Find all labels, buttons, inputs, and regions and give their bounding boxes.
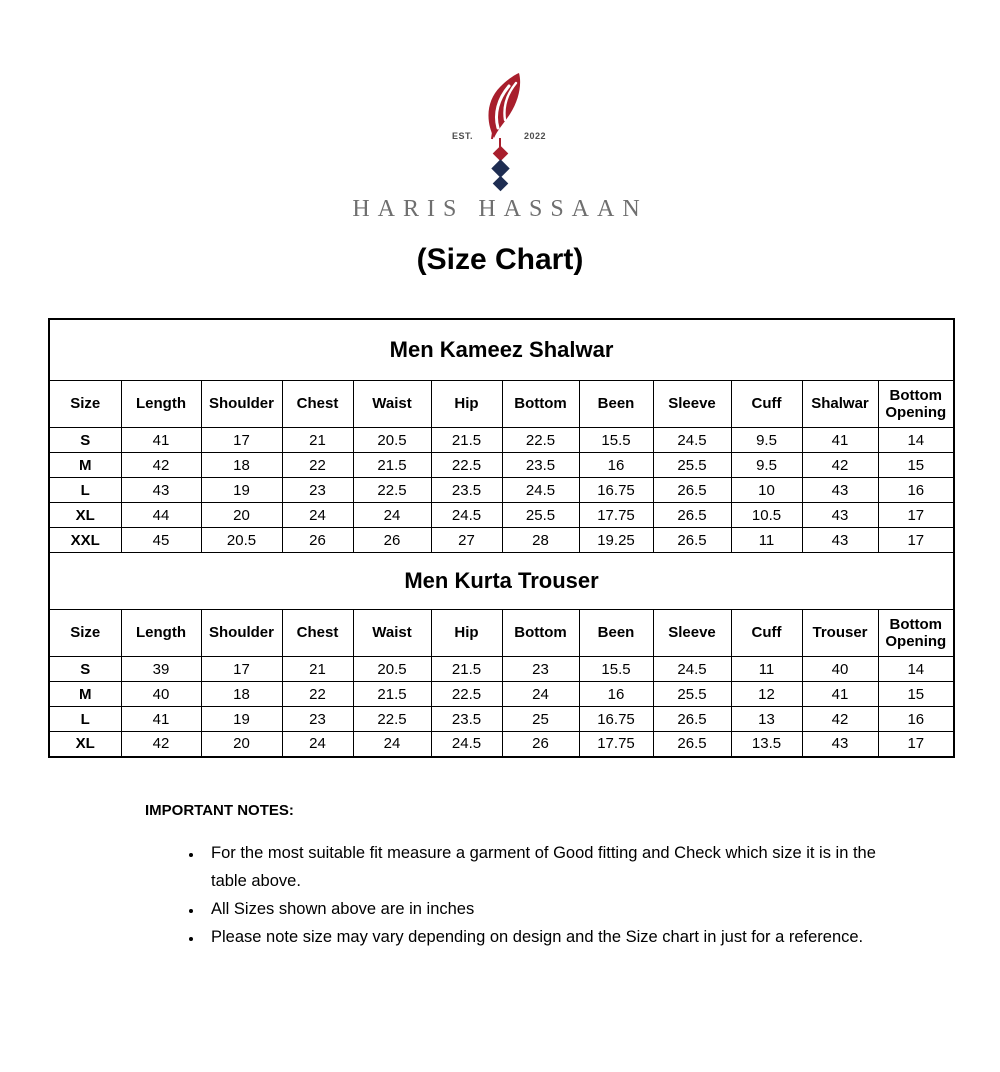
measurement-cell: 42 xyxy=(802,453,878,478)
column-header: Size xyxy=(49,381,121,428)
measurement-cell: 24 xyxy=(353,503,431,528)
measurement-cell: 26.5 xyxy=(653,528,731,553)
table-title-row xyxy=(49,319,954,381)
table-row xyxy=(49,528,954,553)
table-section-title: Men Kameez Shalwar xyxy=(49,319,954,381)
measurement-cell: 15.5 xyxy=(579,657,653,682)
size-cell: S xyxy=(49,428,121,453)
size-chart-table xyxy=(48,318,955,758)
measurement-cell: 25 xyxy=(502,707,579,732)
measurement-cell: 22.5 xyxy=(431,682,502,707)
measurement-cell: 23 xyxy=(282,707,353,732)
measurement-cell: 45 xyxy=(121,528,201,553)
measurement-cell: 42 xyxy=(121,453,201,478)
table-row xyxy=(49,428,954,453)
note-item: • All Sizes shown above are in inches xyxy=(203,895,905,923)
navy-diamond-icon xyxy=(492,176,508,192)
column-header: Shoulder xyxy=(201,381,282,428)
measurement-cell: 26 xyxy=(502,732,579,757)
column-header: Length xyxy=(121,610,201,657)
measurement-cell: 21 xyxy=(282,428,353,453)
measurement-cell: 15.5 xyxy=(579,428,653,453)
table-row xyxy=(49,732,954,757)
measurement-cell: 23.5 xyxy=(431,707,502,732)
brand-logo xyxy=(0,72,1000,190)
measurement-cell: 17 xyxy=(878,503,954,528)
measurement-cell: 24.5 xyxy=(653,657,731,682)
measurement-cell: 19 xyxy=(201,478,282,503)
measurement-cell: 21.5 xyxy=(431,428,502,453)
measurement-cell: 24 xyxy=(282,503,353,528)
measurement-cell: 16.75 xyxy=(579,707,653,732)
note-item: • Please note size may vary depending on design and the Size chart in just for a reference. xyxy=(203,923,905,951)
measurement-cell: 21.5 xyxy=(431,657,502,682)
measurement-cell: 20.5 xyxy=(201,528,282,553)
measurement-cell: 17 xyxy=(201,428,282,453)
measurement-cell: 21 xyxy=(282,657,353,682)
size-cell: S xyxy=(49,657,121,682)
measurement-cell: 16 xyxy=(579,682,653,707)
note-item: • For the most suitable fit measure a garment of Good fitting and Check which size it is in the table above. xyxy=(203,839,905,895)
measurement-cell: 13.5 xyxy=(731,732,802,757)
measurement-cell: 25.5 xyxy=(653,453,731,478)
page-title: (Size Chart) xyxy=(416,243,584,276)
measurement-cell: 26 xyxy=(282,528,353,553)
measurement-cell: 13 xyxy=(731,707,802,732)
column-header: Chest xyxy=(282,610,353,657)
size-cell: L xyxy=(49,707,121,732)
measurement-cell: 26.5 xyxy=(653,478,731,503)
column-header: Waist xyxy=(353,381,431,428)
column-header: Bottom xyxy=(502,610,579,657)
measurement-cell: 10 xyxy=(731,478,802,503)
measurement-cell: 44 xyxy=(121,503,201,528)
measurement-cell: 25.5 xyxy=(502,503,579,528)
measurement-cell: 17.75 xyxy=(579,503,653,528)
column-header: Bottom Opening xyxy=(878,610,954,657)
table-row xyxy=(49,453,954,478)
table-row xyxy=(49,478,954,503)
measurement-cell: 24 xyxy=(282,732,353,757)
measurement-cell: 26 xyxy=(353,528,431,553)
measurement-cell: 28 xyxy=(502,528,579,553)
measurement-cell: 22.5 xyxy=(353,478,431,503)
measurement-cell: 20 xyxy=(201,732,282,757)
measurement-cell: 23.5 xyxy=(502,453,579,478)
measurement-cell: 40 xyxy=(802,657,878,682)
brand-name: HARIS HASSAAN xyxy=(352,196,648,222)
measurement-cell: 41 xyxy=(802,428,878,453)
measurement-cell: 43 xyxy=(802,528,878,553)
measurement-cell: 25.5 xyxy=(653,682,731,707)
measurement-cell: 22.5 xyxy=(431,453,502,478)
measurement-cell: 17.75 xyxy=(579,732,653,757)
measurement-cell: 23 xyxy=(282,478,353,503)
measurement-cell: 22 xyxy=(282,453,353,478)
measurement-cell: 20 xyxy=(201,503,282,528)
measurement-cell: 17 xyxy=(878,732,954,757)
measurement-cell: 43 xyxy=(121,478,201,503)
measurement-cell: 24 xyxy=(353,732,431,757)
measurement-cell: 18 xyxy=(201,453,282,478)
table-title-row xyxy=(49,553,954,610)
column-header: Sleeve xyxy=(653,610,731,657)
measurement-cell: 15 xyxy=(878,453,954,478)
measurement-cell: 43 xyxy=(802,478,878,503)
column-header: Bottom Opening xyxy=(878,381,954,428)
measurement-cell: 22.5 xyxy=(502,428,579,453)
size-cell: XXL xyxy=(49,528,121,553)
size-cell: L xyxy=(49,478,121,503)
column-header: Cuff xyxy=(731,610,802,657)
measurement-cell: 40 xyxy=(121,682,201,707)
column-header: Been xyxy=(579,381,653,428)
column-header: Been xyxy=(579,610,653,657)
measurement-cell: 27 xyxy=(431,528,502,553)
important-notes xyxy=(145,802,905,951)
measurement-cell: 41 xyxy=(121,428,201,453)
measurement-cell: 11 xyxy=(731,657,802,682)
measurement-cell: 39 xyxy=(121,657,201,682)
measurement-cell: 10.5 xyxy=(731,503,802,528)
measurement-cell: 19.25 xyxy=(579,528,653,553)
measurement-cell: 24.5 xyxy=(653,428,731,453)
measurement-cell: 12 xyxy=(731,682,802,707)
size-cell: M xyxy=(49,453,121,478)
column-header: Shoulder xyxy=(201,610,282,657)
measurement-cell: 26.5 xyxy=(653,732,731,757)
measurement-cell: 16 xyxy=(878,478,954,503)
measurement-cell: 42 xyxy=(121,732,201,757)
measurement-cell: 24.5 xyxy=(431,503,502,528)
measurement-cell: 41 xyxy=(802,682,878,707)
column-header: Trouser xyxy=(802,610,878,657)
column-header: Waist xyxy=(353,610,431,657)
measurement-cell: 24 xyxy=(502,682,579,707)
measurement-cell: 21.5 xyxy=(353,682,431,707)
logo-year-label: 2022 xyxy=(524,131,547,141)
measurement-cell: 26.5 xyxy=(653,503,731,528)
column-header: Hip xyxy=(431,381,502,428)
measurement-cell: 24.5 xyxy=(431,732,502,757)
column-header: Sleeve xyxy=(653,381,731,428)
measurement-cell: 11 xyxy=(731,528,802,553)
measurement-cell: 15 xyxy=(878,682,954,707)
measurement-cell: 16 xyxy=(579,453,653,478)
measurement-cell: 18 xyxy=(201,682,282,707)
measurement-cell: 20.5 xyxy=(353,428,431,453)
measurement-cell: 9.5 xyxy=(731,453,802,478)
table-header-row xyxy=(49,610,954,657)
column-header: Size xyxy=(49,610,121,657)
measurement-cell: 26.5 xyxy=(653,707,731,732)
measurement-cell: 41 xyxy=(121,707,201,732)
table-row xyxy=(49,503,954,528)
column-header: Hip xyxy=(431,610,502,657)
measurement-cell: 14 xyxy=(878,657,954,682)
flame-icon xyxy=(477,72,525,140)
logo-diamonds-icon xyxy=(0,138,1000,189)
measurement-cell: 43 xyxy=(802,732,878,757)
measurement-cell: 14 xyxy=(878,428,954,453)
size-cell: XL xyxy=(49,732,121,757)
table-header-row xyxy=(49,381,954,428)
measurement-cell: 22.5 xyxy=(353,707,431,732)
measurement-cell: 16 xyxy=(878,707,954,732)
measurement-cell: 19 xyxy=(201,707,282,732)
column-header: Cuff xyxy=(731,381,802,428)
size-chart-page xyxy=(0,72,1000,951)
measurement-cell: 9.5 xyxy=(731,428,802,453)
notes-list xyxy=(145,839,905,951)
size-cell: M xyxy=(49,682,121,707)
table-row xyxy=(49,657,954,682)
measurement-cell: 17 xyxy=(201,657,282,682)
measurement-cell: 23 xyxy=(502,657,579,682)
table-row xyxy=(49,682,954,707)
size-cell: XL xyxy=(49,503,121,528)
measurement-cell: 20.5 xyxy=(353,657,431,682)
measurement-cell: 16.75 xyxy=(579,478,653,503)
logo-est-label: EST. xyxy=(452,131,474,141)
notes-heading: IMPORTANT NOTES: xyxy=(145,801,294,819)
column-header: Chest xyxy=(282,381,353,428)
measurement-cell: 23.5 xyxy=(431,478,502,503)
measurement-cell: 17 xyxy=(878,528,954,553)
measurement-cell: 24.5 xyxy=(502,478,579,503)
measurement-cell: 21.5 xyxy=(353,453,431,478)
measurement-cell: 22 xyxy=(282,682,353,707)
table-section-title: Men Kurta Trouser xyxy=(49,553,954,610)
table-row xyxy=(49,707,954,732)
measurement-cell: 43 xyxy=(802,503,878,528)
column-header: Shalwar xyxy=(802,381,878,428)
measurement-cell: 42 xyxy=(802,707,878,732)
column-header: Length xyxy=(121,381,201,428)
column-header: Bottom xyxy=(502,381,579,428)
